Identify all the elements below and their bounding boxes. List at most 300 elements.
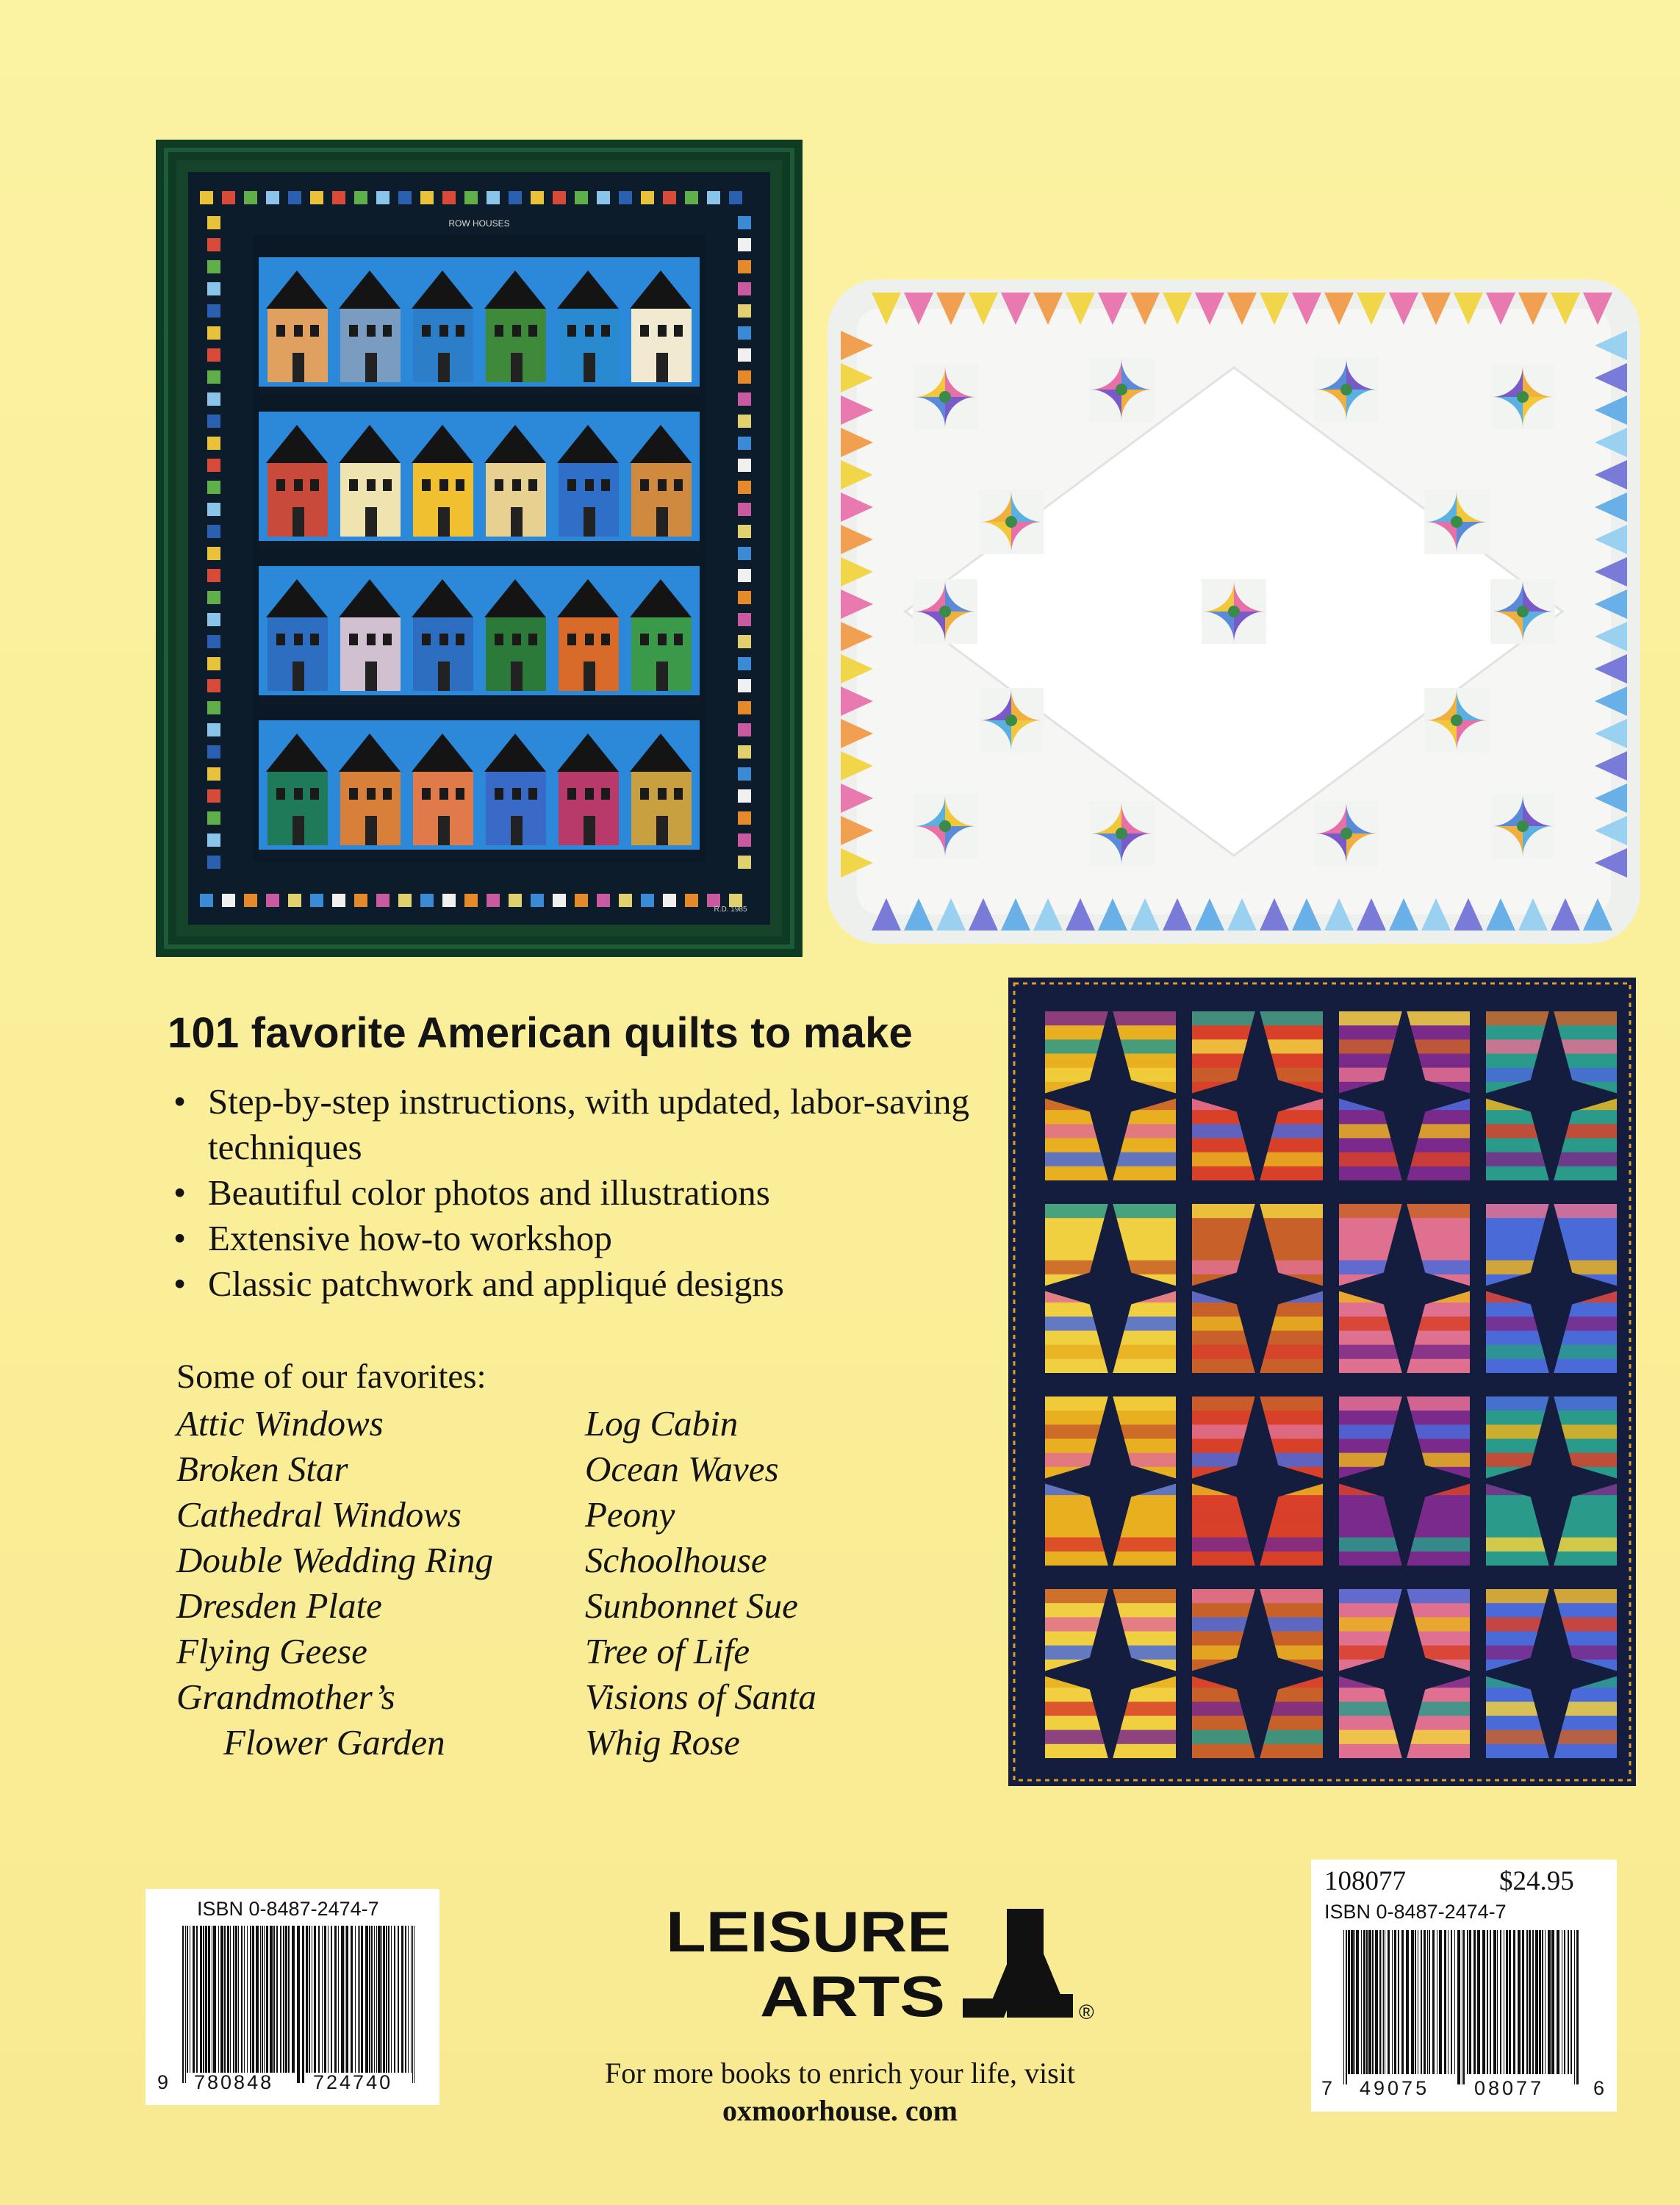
border-square (738, 415, 751, 428)
barcode-bar (285, 1926, 287, 2073)
barcode-bar (1545, 1930, 1546, 2074)
house-window (349, 325, 358, 337)
footer-visit-text: For more books to enrich your life, visit (605, 2057, 1075, 2090)
barcode-bar (341, 1926, 344, 2073)
house-door (292, 816, 304, 845)
border-square (738, 326, 751, 340)
border-square (738, 481, 751, 494)
house-window (674, 325, 683, 337)
favorite-item: Flower Garden (223, 1722, 445, 1763)
house-window (495, 634, 503, 645)
border-square (207, 833, 220, 847)
favorite-item: Ocean Waves (585, 1449, 779, 1489)
barcode-bar (1354, 1930, 1355, 2074)
border-square (575, 894, 588, 907)
barcode-bar (359, 1926, 360, 2073)
barcode-bar (369, 1926, 370, 2073)
border-square (420, 191, 434, 204)
barcode-bar (365, 1926, 368, 2073)
house-window (276, 325, 285, 337)
house-window (658, 788, 667, 800)
barcode-bar (1513, 1930, 1515, 2074)
barcode-bar (309, 1926, 310, 2073)
house-door (438, 662, 450, 691)
border-square (641, 191, 654, 204)
barcode-bar (398, 1926, 399, 2073)
isbn-text: ISBN 0-8487-2474-7 (197, 1898, 379, 1920)
border-square (531, 191, 544, 204)
barcode-bar (1411, 1930, 1414, 2074)
barcode-bar (381, 1926, 382, 2073)
price: $24.95 (1499, 1866, 1574, 1896)
barcode-bar (1518, 1930, 1521, 2074)
row-divider (259, 541, 700, 550)
barcode-bar (1500, 1930, 1501, 2074)
house-door (292, 507, 304, 537)
border-square (332, 191, 345, 204)
house-window (674, 479, 683, 491)
favorite-item: Sunbonnet Sue (585, 1585, 798, 1626)
house-window (567, 325, 576, 337)
favorite-item: Peony (585, 1494, 675, 1535)
barcode-bar (241, 1926, 243, 2073)
border-square (738, 723, 751, 736)
block-center (1005, 516, 1017, 528)
item-number: 108077 (1324, 1866, 1406, 1896)
headline: 101 favorite American quilts to make (168, 1009, 913, 1057)
house-window (512, 325, 521, 337)
barcode-bar (1557, 1930, 1559, 2074)
border-square (738, 459, 751, 472)
border-square (619, 191, 632, 204)
house-door (584, 662, 595, 691)
barcode-bar (1548, 1930, 1551, 2074)
house-window (567, 479, 576, 491)
barcode-bar (273, 1926, 275, 2073)
barcode-bar (252, 1926, 254, 2073)
barcode-bar (1568, 1930, 1569, 2074)
house-door (292, 662, 304, 691)
house-door (438, 507, 450, 537)
border-square (738, 767, 751, 781)
barcode-bar (1392, 1930, 1393, 2074)
house-window (294, 788, 303, 800)
house-door (584, 816, 595, 845)
barcode-bar (1421, 1930, 1422, 2074)
house-window (422, 634, 431, 645)
house-window (383, 788, 392, 800)
barcode-bar (1406, 1930, 1409, 2074)
row-divider (259, 387, 700, 395)
barcode-bar (213, 1926, 216, 2073)
block-center (1451, 714, 1462, 726)
house-window (439, 479, 448, 491)
house-window (422, 479, 431, 491)
favorite-item: Flying Geese (176, 1631, 367, 1671)
house-window (310, 325, 319, 337)
house-window (367, 479, 376, 491)
barcode-bar (324, 1926, 326, 2073)
house-window (367, 634, 376, 645)
border-square (738, 304, 751, 318)
house-window (349, 479, 358, 491)
barcode-digit: 9 (157, 2071, 169, 2093)
row-divider (259, 695, 700, 704)
border-square (354, 894, 367, 907)
house-window (601, 479, 610, 491)
feature-list (173, 1079, 997, 1307)
border-square (207, 437, 220, 450)
house-door (292, 353, 304, 382)
barcode-bar (276, 1926, 278, 2073)
barcode-bar (376, 1926, 377, 2073)
barcode-bar (1473, 1930, 1476, 2074)
border-square (738, 745, 751, 759)
border-square (619, 894, 632, 907)
border-square (738, 657, 751, 670)
barcode-bar (1368, 1930, 1371, 2074)
barcode-bar (1506, 1930, 1508, 2074)
favorite-item: Dresden Plate (176, 1585, 382, 1626)
footer-url[interactable]: oxmoorhouse. com (722, 2094, 958, 2127)
border-square (207, 745, 220, 759)
barcode-bar (187, 1926, 188, 2073)
barcode-bar (200, 1926, 202, 2073)
quilt-signature: R.D. 1985 (714, 906, 747, 914)
barcode-bar (220, 1926, 223, 2073)
barcode-bar (394, 1926, 395, 2073)
barcode-bar (1526, 1930, 1528, 2074)
border-square (266, 191, 279, 204)
house-window (601, 325, 610, 337)
border-square (266, 894, 279, 907)
barcode-digits: 724740 (313, 2071, 393, 2093)
barcode-bar (244, 1926, 245, 2073)
barcode-bar (1388, 1930, 1390, 2074)
barcode-bar (401, 1926, 403, 2073)
barcode-bar (227, 1926, 229, 2073)
house-window (439, 325, 448, 337)
house-window (310, 479, 319, 491)
house-door (438, 816, 450, 845)
block-center (1451, 516, 1462, 528)
barcode-bar (1348, 1930, 1350, 2074)
favorite-item: Whig Rose (585, 1722, 740, 1763)
house-door (365, 353, 377, 382)
border-square (738, 856, 751, 869)
block-center (1340, 828, 1352, 839)
house-window (294, 479, 303, 491)
barcode-digits: 780848 (194, 2071, 274, 2093)
house-door (511, 507, 523, 537)
border-square (442, 894, 456, 907)
house-window (640, 634, 649, 645)
barcode-bar (388, 1926, 390, 2073)
block-center (939, 820, 951, 832)
border-square (641, 894, 654, 907)
barcode-bar (1490, 1930, 1491, 2074)
border-square (738, 437, 751, 450)
barcode-bar (1372, 1930, 1374, 2074)
border-square (597, 894, 610, 907)
barcode-bar (386, 1926, 387, 2073)
border-square (207, 811, 220, 825)
barcode-bar (1509, 1930, 1511, 2074)
barcode-bar (1383, 1930, 1384, 2074)
feature-item: • Extensive how-to workshop (173, 1216, 997, 1261)
border-square (376, 191, 390, 204)
border-square (207, 856, 220, 869)
border-square (207, 635, 220, 648)
barcode-bar (383, 1926, 385, 2073)
barcode-bar (318, 1926, 320, 2073)
barcode-bar (334, 1926, 337, 2073)
house-window (367, 788, 376, 800)
house-window (439, 634, 448, 645)
house-window (640, 788, 649, 800)
border-square (207, 238, 220, 251)
house-window (528, 788, 537, 800)
barcode-bar (1542, 1930, 1543, 2074)
border-square (207, 613, 220, 626)
border-square (207, 481, 220, 494)
border-square (207, 415, 220, 428)
house-window (383, 479, 392, 491)
barcode-bar (1487, 1930, 1488, 2074)
house-window (528, 325, 537, 337)
block-center (1340, 384, 1352, 395)
house-window (601, 788, 610, 800)
house-door (656, 816, 668, 845)
border-square (464, 894, 478, 907)
house-window (439, 788, 448, 800)
border-square (200, 191, 213, 204)
barcode-bar (1361, 1930, 1362, 2074)
barcode-bar (1398, 1930, 1399, 2074)
block-center (1228, 606, 1240, 617)
barcode-bar (371, 1926, 373, 2073)
border-square (207, 326, 220, 340)
border-square (207, 348, 220, 362)
barcode-bar (1551, 1930, 1554, 2074)
border-square (738, 613, 751, 626)
border-square (738, 569, 751, 582)
barcode-bar (1366, 1930, 1368, 2074)
barcode-bar (205, 1926, 207, 2073)
barcode-bar (247, 1926, 248, 2073)
house-window (456, 325, 464, 337)
house-window (276, 634, 285, 645)
barcode-bar (1539, 1930, 1541, 2074)
barcode-bar (1482, 1930, 1485, 2074)
barcode-digit: 6 (1593, 2077, 1605, 2099)
border-square (244, 191, 257, 204)
barcode-bar (260, 1926, 261, 2073)
row-divider (259, 850, 700, 858)
border-square (207, 767, 220, 781)
barcode-bar (1375, 1930, 1378, 2074)
barcode-bar (1570, 1930, 1572, 2074)
favorite-item: Log Cabin (585, 1403, 739, 1444)
house-window (276, 479, 285, 491)
border-square (738, 282, 751, 295)
barcode-bar (1564, 1930, 1565, 2074)
border-square (244, 894, 257, 907)
barcode-bar (1451, 1930, 1452, 2074)
barcode-bar (280, 1926, 281, 2073)
house-door (656, 353, 668, 382)
border-square (200, 894, 213, 907)
barcode-bar (1351, 1930, 1354, 2074)
feature-item: • Beautiful color photos and illustrations (173, 1170, 997, 1216)
house-window (567, 788, 576, 800)
barcode-bar (1448, 1930, 1449, 2074)
favorite-item: Schoolhouse (585, 1540, 767, 1580)
favorite-item: Cathedral Windows (176, 1494, 462, 1535)
applique-quilt-photo (828, 279, 1640, 944)
border-square (398, 191, 412, 204)
border-square (222, 894, 235, 907)
house-window (585, 479, 594, 491)
barcode-digits: 49075 (1360, 2077, 1430, 2099)
house-window (658, 479, 667, 491)
border-square (288, 894, 301, 907)
barcode-bar (1401, 1930, 1404, 2074)
barcode-bar (283, 1926, 284, 2073)
border-square (738, 789, 751, 803)
feature-item: • Step-by-step instructions, with updated, labor-saving techniques (173, 1079, 997, 1170)
barcode-bar (405, 1926, 406, 2073)
border-square (207, 459, 220, 472)
star-quilt-photo (1008, 978, 1636, 1786)
border-square (509, 191, 522, 204)
barcode-bar (1522, 1930, 1524, 2074)
barcode-bar (358, 1926, 359, 2073)
border-square (738, 591, 751, 604)
house-door (365, 662, 377, 691)
house-door (511, 816, 523, 845)
house-window (658, 634, 667, 645)
barcode-bar (1469, 1930, 1471, 2074)
house-window (512, 634, 521, 645)
barcode-bar (374, 1926, 375, 2073)
barcode-bar (331, 1926, 332, 2073)
barcode-bar (306, 1926, 308, 2073)
house-window (601, 634, 610, 645)
barcode-bar (1429, 1930, 1430, 2074)
barcode-bar (292, 1926, 295, 2073)
border-square (531, 894, 544, 907)
barcode-bar (224, 1926, 226, 2073)
house-window (585, 788, 594, 800)
barcode-bar (1427, 1930, 1428, 2074)
barcode-bar (193, 1926, 195, 2073)
logo-word-arts: ARTS (760, 1964, 945, 2029)
border-square (332, 894, 345, 907)
border-square (310, 894, 323, 907)
house-window (349, 788, 358, 800)
house-window (349, 634, 358, 645)
barcode-bar (1415, 1930, 1416, 2074)
barcode-bar (250, 1926, 251, 2073)
barcode-bar (270, 1926, 273, 2073)
border-square (553, 191, 566, 204)
border-square (487, 894, 500, 907)
favorite-item: Tree of Life (585, 1631, 750, 1671)
favorites-intro: Some of our favorites: (176, 1358, 487, 1396)
barcode-bar (1467, 1930, 1468, 2074)
barcode-bar (233, 1926, 234, 2073)
barcode-bar (322, 1926, 323, 2073)
block-center (1517, 820, 1529, 832)
border-square (207, 789, 220, 803)
border-square (738, 392, 751, 406)
border-square (738, 525, 751, 538)
barcode-bar (355, 1926, 356, 2073)
house-window (367, 325, 376, 337)
favorite-item: Double Wedding Ring (176, 1540, 493, 1580)
house-window (456, 479, 464, 491)
barcode-bar (256, 1926, 259, 2073)
barcode-bar (1529, 1930, 1531, 2074)
house-window (495, 325, 503, 337)
house-window (422, 788, 431, 800)
border-square (207, 701, 220, 714)
border-square (553, 894, 566, 907)
house-window (674, 788, 683, 800)
barcode-bar (262, 1926, 263, 2073)
house-window (512, 788, 521, 800)
barcode-bar (230, 1926, 231, 2073)
block-center (1517, 391, 1529, 403)
house-door (438, 353, 450, 382)
border-square (398, 894, 412, 907)
feature-item: • Classic patchwork and appliqué designs (173, 1261, 997, 1307)
border-square (207, 657, 220, 670)
barcode-digits: 08077 (1474, 2077, 1545, 2099)
house-window (456, 634, 464, 645)
favorite-item: Visions of Santa (585, 1677, 816, 1717)
barcode-bar (391, 1926, 392, 2073)
barcode-bar (1444, 1930, 1446, 2074)
house-window (674, 634, 683, 645)
barcode-bar (1477, 1930, 1480, 2074)
border-square (663, 894, 676, 907)
house-door (584, 507, 595, 537)
house-window (495, 788, 503, 800)
border-square (685, 894, 698, 907)
border-square (575, 191, 588, 204)
house-window (528, 634, 537, 645)
house-window (567, 634, 576, 645)
barcode-bar (266, 1926, 268, 2073)
border-square (738, 701, 751, 714)
block-center (1116, 828, 1127, 839)
barcode-bar (1535, 1930, 1538, 2074)
barcode-bar (1356, 1930, 1359, 2074)
barcode-bar (1439, 1930, 1442, 2074)
border-square (207, 282, 220, 295)
house-door (511, 353, 523, 382)
row-houses-label: ROW HOUSES (448, 218, 510, 229)
border-square (729, 191, 742, 204)
border-square (738, 348, 751, 362)
border-square (685, 191, 698, 204)
border-square (420, 894, 434, 907)
barcode-bar (314, 1926, 316, 2073)
border-square (207, 723, 220, 736)
barcode-bar (378, 1926, 381, 2073)
